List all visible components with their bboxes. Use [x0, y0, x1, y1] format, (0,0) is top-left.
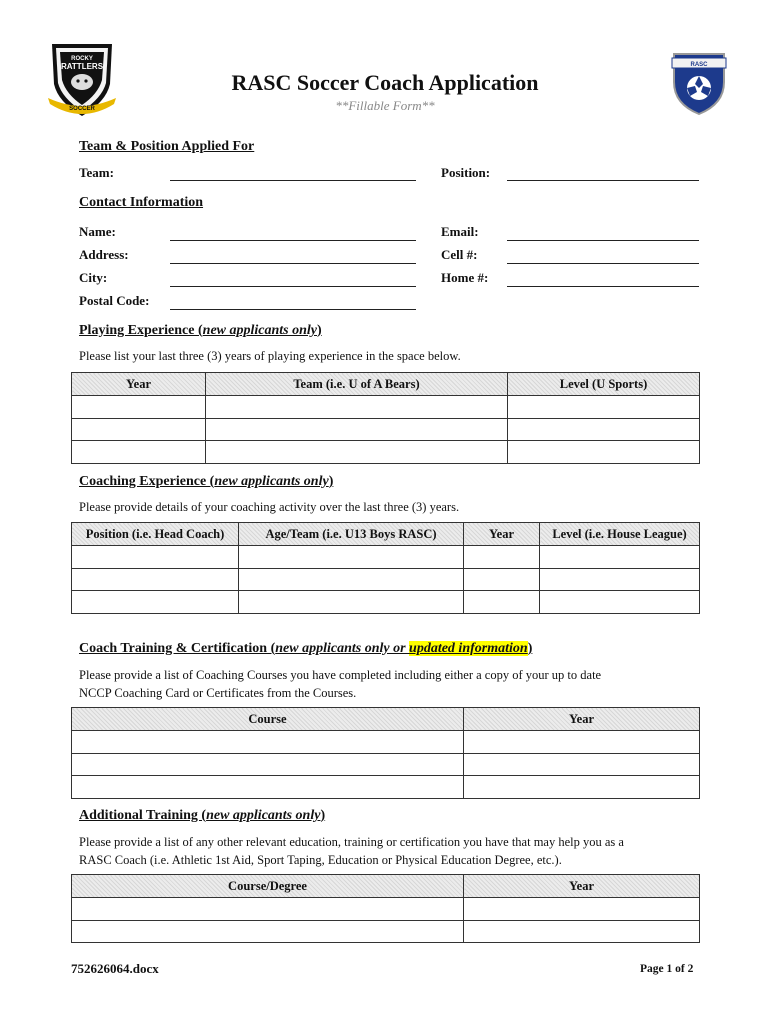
team-position-heading: Team & Position Applied For — [79, 139, 255, 154]
table-cell[interactable] — [72, 591, 239, 614]
additional-training-heading: Additional Training (new applicants only) — [79, 808, 326, 823]
table-cell[interactable] — [72, 441, 206, 464]
home-label: Home #: — [441, 270, 489, 285]
name-field[interactable] — [170, 240, 416, 241]
logo-left-text-3: SOCCER — [69, 106, 95, 112]
postal-code-label: Postal Code: — [79, 293, 150, 308]
training-heading: Coach Training & Certification (new applicants only or updated information) — [79, 641, 533, 656]
col-level: Level (U Sports) — [508, 373, 700, 396]
coaching-instructions: Please provide details of your coaching activity over the last three (3) years. — [79, 500, 460, 514]
page-number: Page 1 of 2 — [640, 963, 694, 975]
additional-training-table — [71, 874, 700, 943]
logo-right-text: RASC — [690, 62, 708, 68]
table-cell[interactable] — [206, 396, 508, 419]
table-cell[interactable] — [508, 396, 700, 419]
coaching-experience-table — [71, 522, 700, 614]
table-cell[interactable] — [239, 591, 464, 614]
city-label: City: — [79, 270, 108, 285]
table-row — [72, 898, 700, 921]
table-cell[interactable] — [206, 418, 508, 441]
table-cell[interactable] — [508, 418, 700, 441]
table-cell[interactable] — [464, 568, 540, 591]
document-filename: 752626064.docx — [71, 961, 159, 976]
postal-code-field[interactable] — [170, 309, 416, 310]
table-cell[interactable] — [508, 441, 700, 464]
col-course-degree: Course/Degree — [72, 875, 464, 898]
table-row — [72, 396, 700, 419]
cell-label: Cell #: — [441, 247, 478, 262]
col-course: Course — [72, 708, 464, 731]
table-row — [72, 776, 700, 799]
table-row — [72, 568, 700, 591]
col-year: Year — [464, 875, 700, 898]
col-team: Team (i.e. U of A Bears) — [206, 373, 508, 396]
col-level: Level (i.e. House League) — [540, 523, 700, 546]
table-cell[interactable] — [540, 568, 700, 591]
address-label: Address: — [79, 247, 129, 262]
additional-instructions: Please provide a list of any other relevant education, training or certification you have that may help you as a RASC Coach (i.e. Athletic 1st Aid, Sport Taping, Education or Physical Education Degree, etc.). — [79, 835, 624, 867]
table-cell[interactable] — [540, 546, 700, 569]
table-cell[interactable] — [464, 776, 700, 799]
playing-experience-table — [71, 372, 700, 464]
coaching-experience-heading: Coaching Experience (new applicants only) — [79, 474, 334, 489]
page-title: RASC Soccer Coach Application — [231, 70, 539, 95]
table-row — [72, 753, 700, 776]
logo-left-text-2: RATTLERS — [60, 62, 104, 71]
table-row — [72, 441, 700, 464]
table-cell[interactable] — [464, 546, 540, 569]
table-row — [72, 418, 700, 441]
table-cell[interactable] — [239, 546, 464, 569]
table-cell[interactable] — [206, 441, 508, 464]
name-label: Name: — [79, 224, 116, 239]
position-field[interactable] — [507, 180, 699, 181]
table-cell[interactable] — [464, 753, 700, 776]
table-cell[interactable] — [464, 591, 540, 614]
table-row — [72, 920, 700, 943]
col-year: Year — [464, 523, 540, 546]
email-field[interactable] — [507, 240, 699, 241]
team-field[interactable] — [170, 180, 416, 181]
table-cell[interactable] — [72, 753, 464, 776]
table-cell[interactable] — [72, 776, 464, 799]
col-year: Year — [72, 373, 206, 396]
table-row — [72, 591, 700, 614]
page-subtitle: **Fillable Form** — [335, 98, 435, 113]
table-cell[interactable] — [464, 898, 700, 921]
contact-heading: Contact Information — [79, 195, 204, 210]
table-cell[interactable] — [72, 898, 464, 921]
table-row — [72, 546, 700, 569]
logo-left-text-1: ROCKY — [71, 56, 93, 62]
col-position: Position (i.e. Head Coach) — [72, 523, 239, 546]
city-field[interactable] — [170, 286, 416, 287]
address-field[interactable] — [170, 263, 416, 264]
email-label: Email: — [441, 224, 479, 239]
cell-field[interactable] — [507, 263, 699, 264]
training-table — [71, 707, 700, 799]
table-cell[interactable] — [72, 731, 464, 754]
position-label: Position: — [441, 165, 491, 180]
table-cell[interactable] — [464, 731, 700, 754]
table-cell[interactable] — [72, 418, 206, 441]
playing-experience-heading: Playing Experience (new applicants only) — [79, 323, 322, 338]
table-cell[interactable] — [72, 920, 464, 943]
playing-instructions: Please list your last three (3) years of playing experience in the space below. — [79, 349, 461, 363]
table-cell[interactable] — [72, 546, 239, 569]
table-cell[interactable] — [72, 396, 206, 419]
home-field[interactable] — [507, 286, 699, 287]
team-label: Team: — [79, 165, 114, 180]
table-cell[interactable] — [464, 920, 700, 943]
col-year: Year — [464, 708, 700, 731]
highlighted-text: updated information — [409, 641, 528, 656]
training-instructions: Please provide a list of Coaching Courses you have completed including either a copy of your up to date NCCP Coaching Card or Certificates from the Courses. — [79, 668, 602, 700]
col-age-team: Age/Team (i.e. U13 Boys RASC) — [239, 523, 464, 546]
table-cell[interactable] — [72, 568, 239, 591]
table-cell[interactable] — [239, 568, 464, 591]
table-row — [72, 731, 700, 754]
table-cell[interactable] — [540, 591, 700, 614]
